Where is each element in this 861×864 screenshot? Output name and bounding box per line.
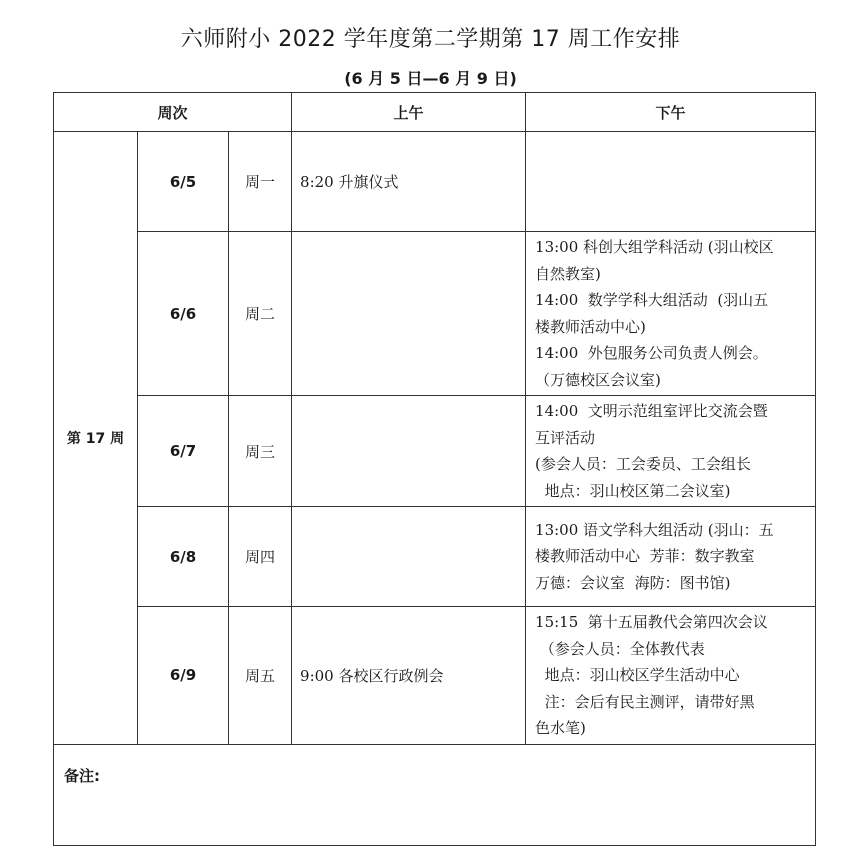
am-cell bbox=[292, 232, 526, 396]
table-row bbox=[54, 232, 816, 396]
weekday-cell: 周四 bbox=[229, 507, 292, 607]
pm-line: 注：会后有民主测评，请带好黑 bbox=[535, 692, 755, 711]
am-cell bbox=[292, 507, 526, 607]
pm-line: （参会人员：全体教代表 bbox=[535, 639, 705, 658]
pm-line: 13:00 科创大组学科活动 (羽山校区 bbox=[535, 238, 774, 256]
schedule-table bbox=[53, 92, 816, 846]
pm-line: 色水笔) bbox=[535, 719, 586, 737]
table-row bbox=[54, 507, 816, 607]
week-label: 第 17 周 bbox=[54, 132, 138, 745]
am-cell: 9:00 各校区行政例会 bbox=[292, 607, 526, 745]
pm-line: 互评活动 bbox=[535, 428, 596, 447]
pm-line: (参会人员：工会委员、工会组长 bbox=[535, 455, 751, 473]
pm-line: （万德校区会议室) bbox=[535, 370, 661, 389]
pm-line: 14:00 外包服务公司负责人例会。 bbox=[535, 344, 768, 362]
header-am: 上午 bbox=[292, 93, 526, 132]
table-row bbox=[54, 132, 816, 232]
date-cell: 6/6 bbox=[138, 232, 229, 396]
pm-cell bbox=[526, 132, 816, 232]
am-cell: 8:20 升旗仪式 bbox=[292, 132, 526, 232]
table-row bbox=[54, 607, 816, 745]
pm-line: 地点：羽山校区学生活动中心 bbox=[535, 666, 740, 684]
pm-line: 楼教师活动中心) bbox=[535, 317, 646, 336]
header-pm: 下午 bbox=[526, 93, 816, 132]
pm-cell bbox=[526, 396, 816, 507]
pm-line: 楼教师活动中心 芳菲：数字教室 bbox=[535, 547, 755, 566]
pm-cell bbox=[526, 507, 816, 607]
pm-line: 15:15 第十五届教代会第四次会议 bbox=[535, 613, 768, 631]
header-row bbox=[54, 93, 816, 132]
pm-line: 14:00 文明示范组室评比交流会暨 bbox=[535, 402, 768, 420]
am-cell bbox=[292, 396, 526, 507]
table-row bbox=[54, 396, 816, 507]
pm-line: 万德：会议室 海防：图书馆) bbox=[535, 573, 731, 592]
weekday-cell: 周一 bbox=[229, 132, 292, 232]
weekday-cell: 周三 bbox=[229, 396, 292, 507]
pm-cell bbox=[526, 607, 816, 745]
pm-line: 地点：羽山校区第二会议室) bbox=[535, 481, 731, 500]
date-cell: 6/5 bbox=[138, 132, 229, 232]
page-title: 六师附小 2022 学年度第二学期第 17 周工作安排 bbox=[180, 27, 681, 52]
header-week: 周次 bbox=[54, 93, 292, 132]
pm-line: 13:00 语文学科大组活动 (羽山：五 bbox=[535, 520, 774, 539]
weekday-cell: 周五 bbox=[229, 607, 292, 745]
date-cell: 6/9 bbox=[138, 607, 229, 745]
date-range: (6 月 5 日—6 月 9 日) bbox=[344, 69, 517, 88]
pm-line: 自然教室) bbox=[535, 264, 601, 283]
notes-label: 备注: bbox=[54, 744, 816, 846]
notes-row bbox=[54, 744, 816, 846]
pm-cell bbox=[526, 232, 816, 396]
date-cell: 6/7 bbox=[138, 396, 229, 507]
weekday-cell: 周二 bbox=[229, 232, 292, 396]
date-cell: 6/8 bbox=[138, 507, 229, 607]
pm-line: 14:00 数学学科大组活动 (羽山五 bbox=[535, 291, 769, 309]
